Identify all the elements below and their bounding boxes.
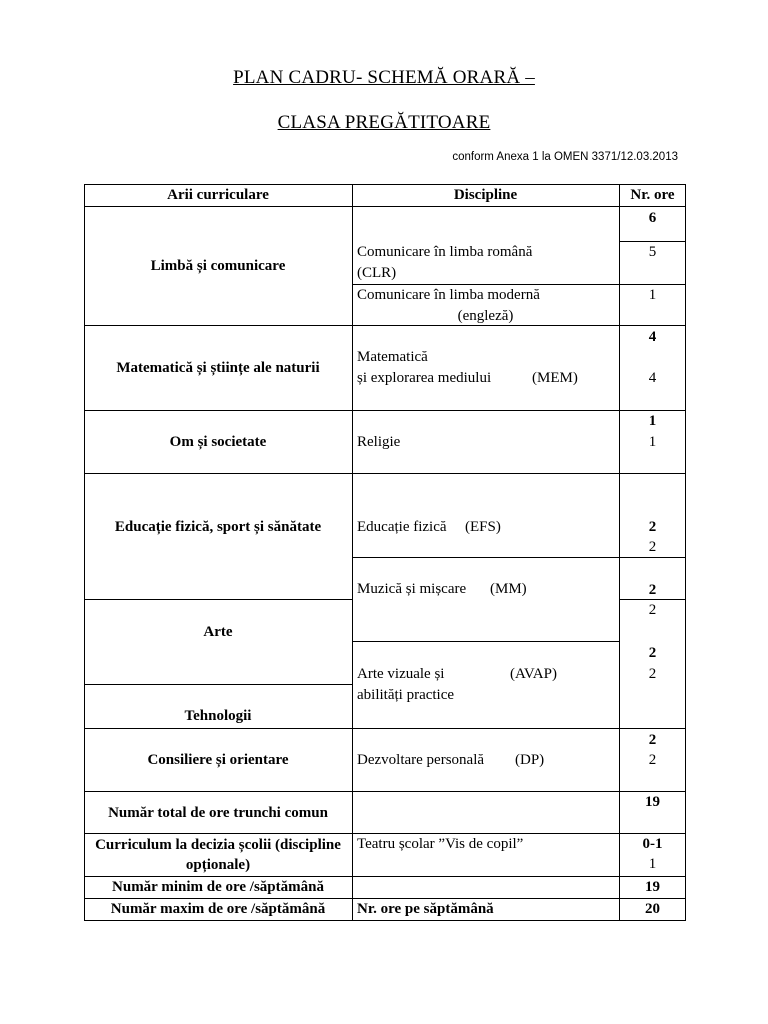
area-numar-maxim: Număr maxim de ore /săptămână bbox=[110, 901, 326, 917]
document-subtitle: CLASA PREGĂTITOARE bbox=[277, 112, 491, 133]
hours-avap: 2 bbox=[648, 666, 657, 682]
hours-mm-total: 2 bbox=[648, 582, 657, 598]
discipline-mem-line2: și explorarea mediului bbox=[357, 370, 492, 386]
header-arii-curriculare: Arii curriculare bbox=[167, 187, 269, 203]
hours-optional: 1 bbox=[648, 856, 657, 872]
hours-mm: 2 bbox=[648, 602, 657, 618]
area-limba-comunicare: Limbă și comunicare bbox=[150, 257, 286, 274]
area-educatie-fizica: Educație fizică, sport și sănătate bbox=[114, 518, 322, 535]
legal-reference-note: conform Anexa 1 la OMEN 3371/12.03.2013 bbox=[452, 151, 678, 163]
discipline-dp-code: (DP) bbox=[515, 752, 545, 768]
discipline-efs-code: (EFS) bbox=[465, 519, 501, 535]
hours-om-total: 1 bbox=[648, 413, 657, 429]
area-numar-minim: Număr minim de ore /săptămână bbox=[112, 879, 324, 895]
hours-limba-total: 6 bbox=[648, 210, 657, 226]
area-curriculum-decizia-scolii: Curriculum la decizia școlii (discipline opționale) bbox=[95, 837, 341, 873]
hours-dp-total: 2 bbox=[648, 732, 657, 748]
header-nr-ore: Nr. ore bbox=[630, 187, 675, 203]
hours-engleza: 1 bbox=[648, 287, 657, 303]
hours-efs: 2 bbox=[648, 539, 657, 555]
discipline-engleza-line1: Comunicare în limba modernă bbox=[357, 287, 540, 303]
discipline-mm-code: (MM) bbox=[490, 581, 527, 597]
curriculum-table bbox=[84, 184, 686, 921]
hours-avap-total: 2 bbox=[648, 645, 657, 661]
hours-maxim: 20 bbox=[645, 901, 660, 917]
discipline-max-label: Nr. ore pe săptămână bbox=[357, 901, 494, 917]
area-arte: Arte bbox=[203, 623, 233, 640]
discipline-dp-name: Dezvoltare personală bbox=[357, 752, 485, 768]
discipline-avap-line1: Arte vizuale și bbox=[357, 666, 445, 682]
hours-efs-total: 2 bbox=[648, 519, 657, 535]
hours-religie: 1 bbox=[648, 434, 657, 450]
hours-trunchi: 19 bbox=[645, 794, 660, 810]
area-tehnologii: Tehnologii bbox=[184, 707, 252, 724]
area-consiliere-orientare: Consiliere și orientare bbox=[147, 751, 289, 768]
document-title: PLAN CADRU- SCHEMĂ ORARĂ – bbox=[233, 67, 535, 88]
discipline-avap-code: (AVAP) bbox=[510, 666, 557, 682]
discipline-mm-name: Muzică și mișcare bbox=[357, 581, 467, 597]
discipline-mem-line1: Matematică bbox=[357, 349, 428, 365]
discipline-clr-line2: (CLR) bbox=[357, 265, 397, 281]
discipline-teatru: Teatru școlar ”Vis de copil” bbox=[357, 836, 524, 852]
discipline-efs-name: Educație fizică bbox=[357, 519, 447, 535]
header-discipline: Discipline bbox=[453, 187, 518, 203]
hours-mate-total: 4 bbox=[648, 329, 657, 345]
hours-mem: 4 bbox=[648, 370, 657, 386]
area-om-societate: Om și societate bbox=[169, 433, 267, 450]
area-matematica-stiinte: Matematică și științe ale naturii bbox=[116, 359, 320, 376]
discipline-clr-line1: Comunicare în limba română bbox=[357, 244, 533, 260]
hours-minim: 19 bbox=[645, 879, 660, 895]
discipline-mem-code: (MEM) bbox=[532, 370, 578, 386]
hours-dp: 2 bbox=[648, 752, 657, 768]
hours-clr: 5 bbox=[648, 244, 657, 260]
discipline-religie: Religie bbox=[357, 434, 401, 450]
discipline-avap-line2: abilități practice bbox=[357, 687, 455, 703]
area-total-trunchi-comun: Număr total de ore trunchi comun bbox=[108, 804, 328, 821]
hours-optional-range: 0-1 bbox=[642, 836, 663, 852]
discipline-engleza-line2: (engleză) bbox=[457, 308, 514, 324]
